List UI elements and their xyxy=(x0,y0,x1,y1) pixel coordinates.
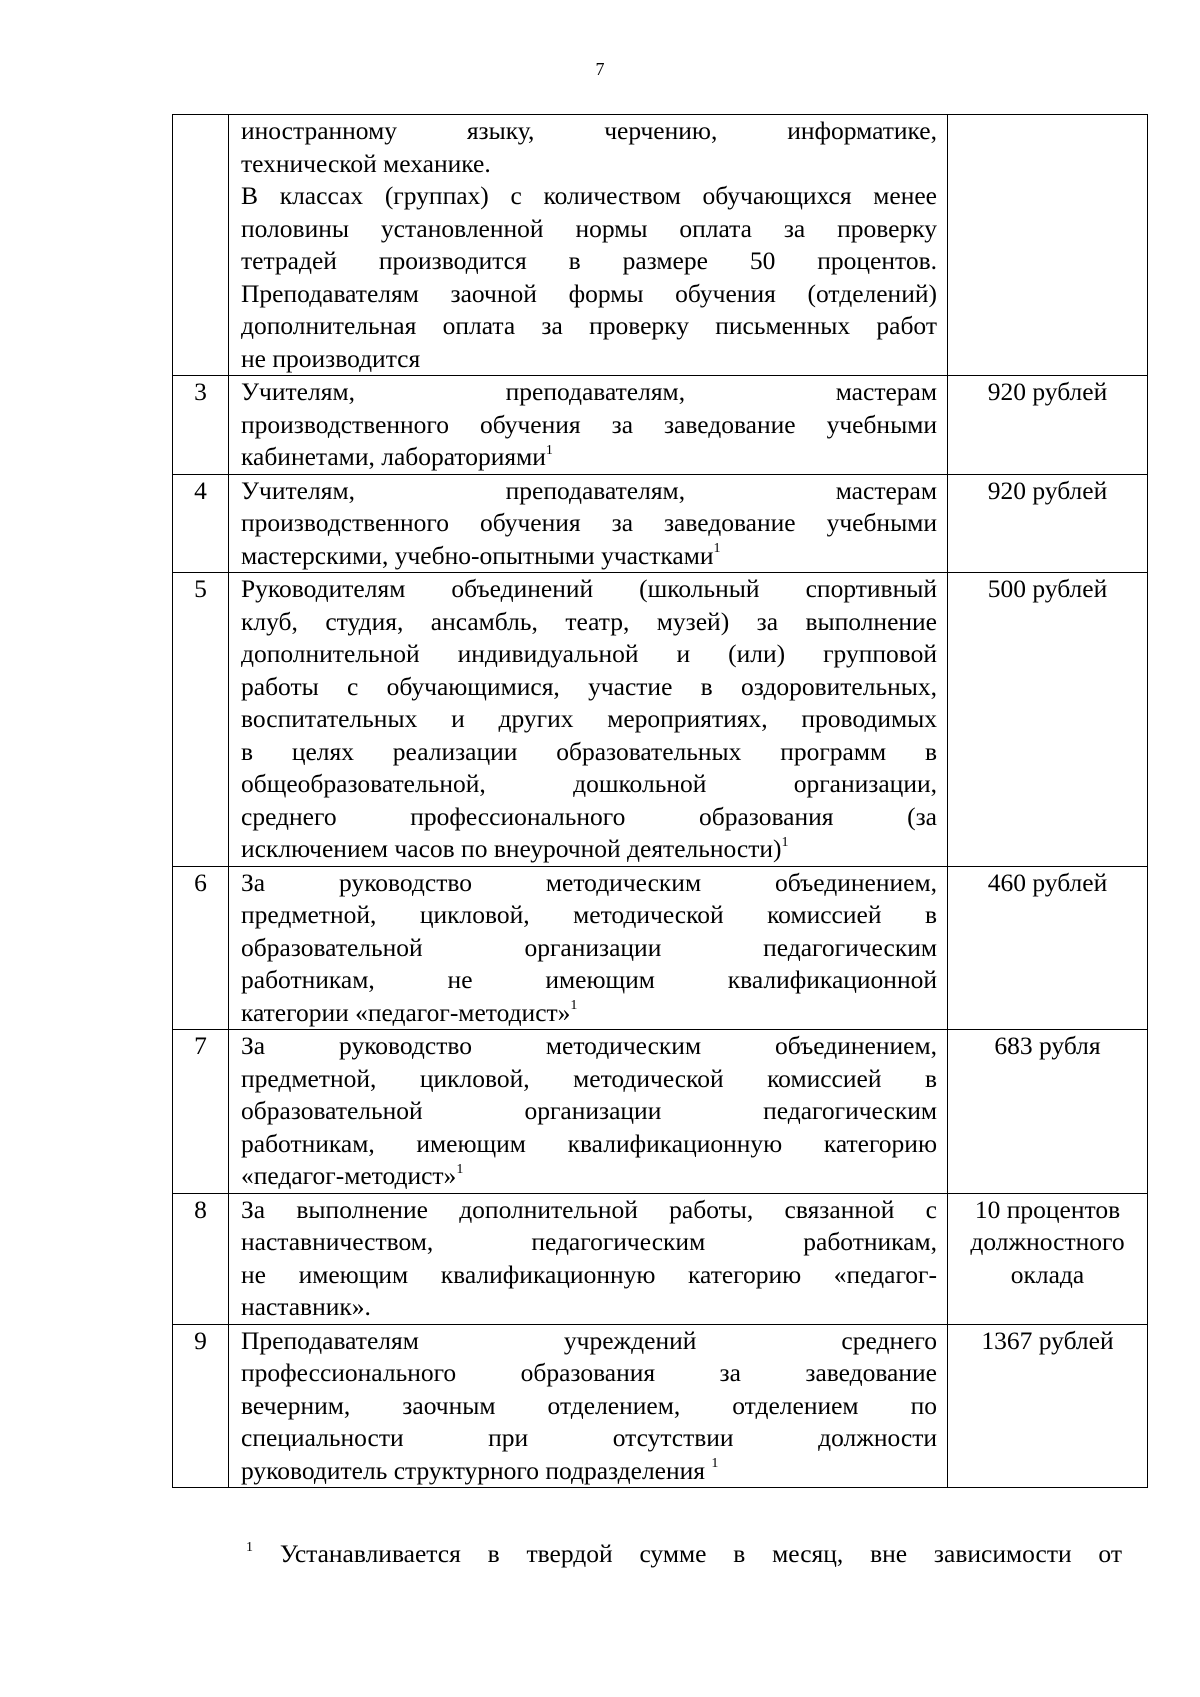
row-amount: 500 рублей xyxy=(948,573,1148,867)
text-line: За выполнение дополнительной работы, связанной с xyxy=(241,1194,937,1224)
amount-line: оклада xyxy=(1010,1259,1085,1289)
text-fragment: «педагог-методист» xyxy=(241,1161,457,1190)
text-line: работникам, имеющим квалификационную категорию xyxy=(241,1128,937,1158)
payments-table xyxy=(172,114,1148,1488)
footnote-mark: 1 xyxy=(781,834,789,850)
row-amount: 460 рублей xyxy=(948,866,1148,1030)
row-number: 4 xyxy=(173,474,229,573)
text-line: воспитательных и других мероприятиях, проводимых xyxy=(241,704,937,733)
row-description xyxy=(229,866,948,1030)
text-line: работы с обучающимися, участие в оздоровительных, xyxy=(241,671,937,701)
footnote-mark: 1 xyxy=(713,541,721,556)
row-description xyxy=(229,376,948,475)
text-line xyxy=(241,1160,937,1193)
text-line: иностранному языку, черчению, информатике, xyxy=(241,116,937,145)
table-row xyxy=(173,1324,1148,1488)
text-fragment: исключением часов по внеурочной деятельности) xyxy=(241,834,782,863)
row-number: 9 xyxy=(173,1324,229,1488)
table-row xyxy=(173,573,1148,867)
row-description xyxy=(229,474,948,573)
text-line: в целях реализации образовательных программ в xyxy=(241,736,937,766)
row-number: 6 xyxy=(173,866,229,1030)
text-line xyxy=(241,441,937,474)
row-description xyxy=(229,573,948,867)
amount-line: 10 процентов xyxy=(974,1194,1121,1224)
table-row xyxy=(173,474,1148,573)
text-line xyxy=(241,540,937,573)
text-line: предметной, цикловой, методической комиссией в xyxy=(241,1063,937,1093)
text-line: специальности при отсутствии должности xyxy=(241,1423,937,1452)
text-line: образовательной организации педагогическим xyxy=(241,1096,937,1125)
text-line: наставничеством, педагогическим работникам, xyxy=(241,1227,937,1256)
footnote-mark: 1 xyxy=(545,442,553,458)
text-fragment: кабинетами, лабораториями xyxy=(241,442,546,471)
text-line: профессионального образования за заведование xyxy=(241,1358,937,1387)
text-line: Преподавателям заочной формы обучения (отделений) xyxy=(241,278,937,308)
row-number xyxy=(173,115,229,376)
footnote xyxy=(246,1538,1122,1571)
row-amount xyxy=(948,115,1148,376)
row-description xyxy=(229,1324,948,1488)
text-line: Руководителям объединений (школьный спортивный xyxy=(241,574,937,603)
text-line: среднего профессионального образования (за xyxy=(241,801,937,831)
text-line: дополнительной индивидуальной и (или) групповой xyxy=(241,639,937,668)
row-description xyxy=(229,1030,948,1194)
row-number: 8 xyxy=(173,1193,229,1324)
text-line: Преподавателям учреждений среднего xyxy=(241,1325,937,1355)
text-line: производственного обучения за заведование учебными xyxy=(241,508,937,537)
text-line: наставник». xyxy=(241,1292,371,1321)
page-number: 7 xyxy=(595,59,605,79)
text-line: технической механике. xyxy=(241,148,491,178)
row-description xyxy=(229,1193,948,1324)
row-amount: 920 рублей xyxy=(948,474,1148,573)
text-line: В классах (группах) с количеством обучающихся менее xyxy=(241,181,937,210)
row-amount: 1367 рублей xyxy=(948,1324,1148,1488)
text-fragment: руководитель структурного подразделения xyxy=(241,1455,712,1485)
footnote-text: Устанавливается в твердой сумме в месяц, вне зависимости от xyxy=(279,1539,1122,1568)
text-line xyxy=(241,1455,937,1488)
row-number: 7 xyxy=(173,1030,229,1194)
table-row xyxy=(173,115,1148,376)
table-row xyxy=(173,1030,1148,1194)
text-line: образовательной организации педагогическим xyxy=(241,932,937,962)
text-line: производственного обучения за заведование учебными xyxy=(241,409,937,439)
text-line: не имеющим квалификационную категорию «педагог- xyxy=(241,1259,937,1289)
footnote-mark: 1 xyxy=(570,998,578,1013)
footnote-mark: 1 xyxy=(246,1539,253,1555)
amount-line: должностного xyxy=(970,1227,1125,1256)
row-description xyxy=(229,115,948,376)
text-line xyxy=(241,997,937,1030)
text-fragment: категории «педагог-методист» xyxy=(241,997,571,1027)
text-line: не производится xyxy=(241,343,421,373)
text-line: За руководство методическим объединением, xyxy=(241,867,937,897)
text-fragment: мастерскими, учебно-опытными участками xyxy=(241,540,714,570)
text-line: Учителям, преподавателям, мастерам xyxy=(241,377,937,406)
text-line: половины установленной нормы оплата за проверку xyxy=(241,213,937,243)
table-row xyxy=(173,1193,1148,1324)
text-line: общеобразовательной, дошкольной организации, xyxy=(241,769,937,798)
text-line: За руководство методическим объединением, xyxy=(241,1031,937,1060)
footnote-mark: 1 xyxy=(456,1161,464,1177)
text-line: вечерним, заочным отделением, отделением по xyxy=(241,1390,937,1420)
text-line: клуб, студия, ансамбль, театр, музей) за выполнение xyxy=(241,606,937,636)
text-line: дополнительная оплата за проверку письменных работ xyxy=(241,311,937,340)
row-amount: 920 рублей xyxy=(948,376,1148,475)
table-row xyxy=(173,376,1148,475)
text-line: тетрадей производится в размере 50 процентов. xyxy=(241,246,937,275)
row-number: 3 xyxy=(173,376,229,475)
text-line xyxy=(241,833,937,866)
text-line: работникам, не имеющим квалификационной xyxy=(241,965,937,994)
footnote-mark: 1 xyxy=(711,1456,719,1471)
text-line: Учителям, преподавателям, мастерам xyxy=(241,475,937,505)
row-amount xyxy=(948,1193,1148,1324)
table-row xyxy=(173,866,1148,1030)
row-number: 5 xyxy=(173,573,229,867)
row-amount: 683 рубля xyxy=(948,1030,1148,1194)
text-line: предметной, цикловой, методической комиссией в xyxy=(241,900,937,929)
